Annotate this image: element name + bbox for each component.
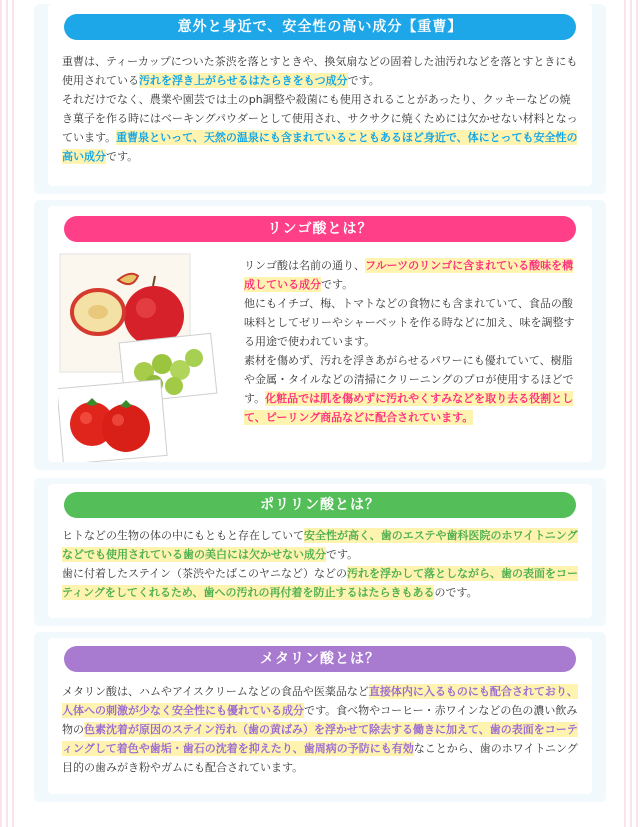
body-text: なことから、歯のホワイトニング目的の歯みがき粉やガムにも配合されています。 [62, 742, 578, 774]
highlight-text: 直接体内に入るものにも配合されており、人体への刺激が少なく安全性にも優れている成分 [62, 685, 578, 717]
body-text: ヒトなどの生物の体の中にもともと存在していて [62, 529, 304, 542]
section-title: 意外と身近で、安全性の高い成分【重曹】 [64, 14, 576, 40]
section-inner [48, 4, 592, 186]
section-baking-soda [34, 4, 606, 194]
highlight-text: 安全性が高く、歯のエステや歯科医院のホワイトニングなどでも使用されている歯の美白には欠かせない成分 [62, 529, 578, 561]
section-malic-acid [34, 200, 606, 470]
highlight-text: 汚れを浮かして落としながら、歯の表面をコーティングをしてくれるため、歯への汚れの再付着を防止するはたらきもある [62, 567, 579, 599]
page [16, 0, 624, 827]
highlight-text: 色素沈着が原因のステイン汚れ（歯の黄ばみ）を浮かせて除去する働きに加えて、歯の表面をコーティングして着色や歯垢・歯石の沈着を抑えたり、歯周病の予防にも有効 [62, 723, 578, 755]
fruit-illustration [58, 252, 228, 462]
section-body [244, 256, 578, 427]
highlight-text: フルーツのリンゴに含まれている酸味を構成している成分 [244, 259, 574, 291]
body-text: のです。 [434, 586, 478, 599]
section-title: リンゴ酸とは？ [64, 216, 576, 242]
body-text: 他にもイチゴ、梅、トマトなどの食物にも含まれていて、食品の酸味料としてゼリーやシャーベットを作る時などに加え、味を調整する用途で使われています。 [244, 297, 575, 348]
body-text: リンゴ酸は名前の通り、 [244, 259, 365, 272]
section-body [62, 682, 580, 777]
highlight-text: 化粧品では肌を傷めずに汚れやくすみなどを取り去る役割として、ピーリング商品などに配合されています。 [244, 392, 574, 424]
section-title: メタリン酸とは？ [64, 646, 576, 672]
section-metaphosphoric-acid [34, 632, 606, 802]
section-inner [48, 206, 592, 462]
highlight-text: 重曹泉といって、天然の温泉にも含まれていることもあるほど身近で、体にとっても安全性の高い成分 [62, 131, 578, 163]
section-body [62, 52, 580, 166]
section-inner [48, 638, 592, 794]
section-polyphosphoric-acid [34, 478, 606, 626]
body-text: です。 [321, 278, 354, 291]
body-text: です。食べ物やコーヒー・赤ワインなどの色の濃い飲み物の [62, 704, 578, 736]
body-text: です。 [326, 548, 359, 561]
tomato-photo-icon [58, 380, 167, 462]
body-text: メタリン酸は、ハムやアイスクリームなどの食品や医薬品など [62, 685, 369, 698]
body-text: 重曹は、ティーカップについた茶渋を落とすときや、換気扇などの固着した油汚れなどを落とすときにも使用されている [62, 55, 578, 87]
body-text: それだけでなく、農業や園芸では土のph調整や殺菌にも使用されることがあったり、クッキーなどの焼き菓子を作る時にはベーキングパウダーとして使用され、サクサクに焼くためには欠かせない材料となっています。 [62, 93, 578, 144]
section-title: ポリリン酸とは？ [64, 492, 576, 518]
body-text: です。 [106, 150, 139, 163]
body-text: 素材を傷めず、汚れを浮きあがらせるパワーにも優れていて、樹脂や金属・タイルなどの清掃にクリーニングのプロが使用するほどです。 [244, 354, 574, 405]
highlight-text: 汚れを浮き上がらせるはたらきをもつ成分 [139, 74, 348, 87]
section-body [62, 526, 580, 602]
section-inner [48, 484, 592, 618]
body-text: 歯に付着したステイン（茶渋やたばこのヤニなど）などの [62, 567, 348, 580]
body-text: です。 [347, 74, 380, 87]
